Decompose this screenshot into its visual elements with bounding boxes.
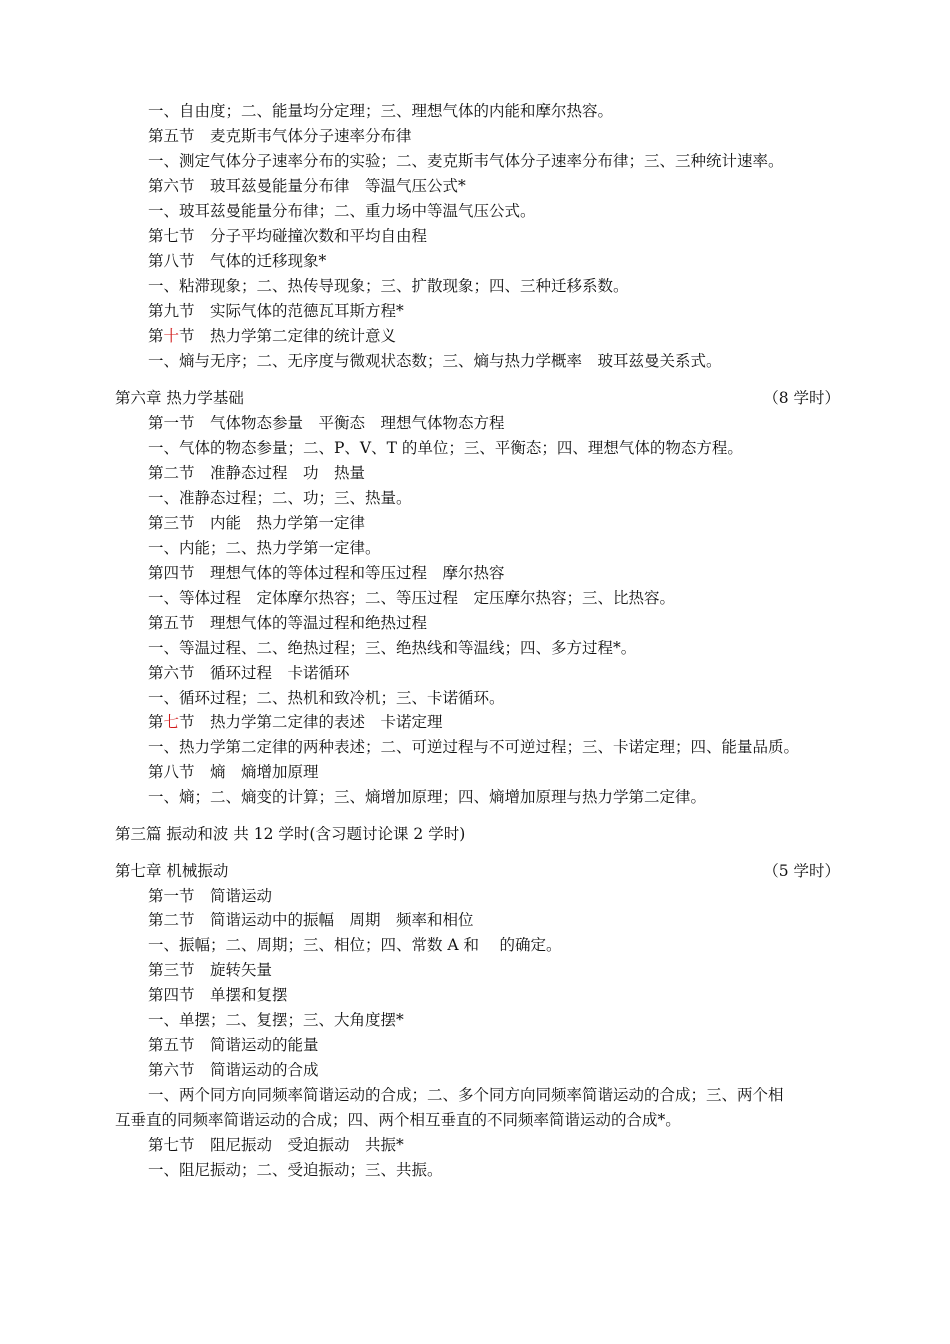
- section-heading: 第七节 阻尼振动 受迫振动 共振*: [148, 1136, 404, 1154]
- section-heading: 第八节 气体的迁移现象*: [148, 252, 327, 270]
- text-line: 一、粘滞现象；二、热传导现象；三、扩散现象；四、三种迁移系数。: [148, 277, 629, 295]
- section-title: 节 热力学第二定律的统计意义: [179, 327, 397, 345]
- text-line: 互垂直的同频率简谐运动的合成；四、两个相互垂直的不同频率简谐运动的合成*。: [115, 1111, 681, 1129]
- highlighted-number: 七: [163, 713, 180, 731]
- section-heading: 第八节 熵 熵增加原理: [148, 763, 319, 781]
- section-heading: 第六节 简谐运动的合成: [148, 1061, 319, 1079]
- section-heading: 第一节 气体物态参量 平衡态 理想气体物态方程: [148, 414, 505, 432]
- section-heading: [0, 712, 950, 732]
- part-heading: 第三篇 振动和波 共 12 学时(含习题讨论课 2 学时): [115, 825, 466, 843]
- section-heading: 第三节 内能 热力学第一定律: [148, 514, 366, 532]
- section-prefix: 第: [148, 327, 164, 345]
- text-line: 一、等体过程 定体摩尔热容；二、等压过程 定压摩尔热容；三、比热容。: [148, 589, 676, 607]
- chapter-heading: [0, 388, 950, 408]
- section-prefix: 第: [148, 713, 164, 731]
- text-line: 一、熵；二、熵变的计算；三、熵增加原理；四、熵增加原理与热力学第二定律。: [148, 788, 707, 806]
- text-line: 一、测定气体分子速率分布的实验；二、麦克斯韦气体分子速率分布律；三、三种统计速率。: [148, 152, 784, 170]
- text-line: 一、等温过程、二、绝热过程；三、绝热线和等温线；四、多方过程*。: [148, 639, 637, 657]
- section-heading: 第五节 麦克斯韦气体分子速率分布律: [148, 127, 412, 145]
- section-heading: 第一节 简谐运动: [148, 887, 273, 905]
- section-heading: 第二节 简谐运动中的振幅 周期 频率和相位: [148, 911, 474, 929]
- chapter-title: 第七章 机械振动: [115, 862, 229, 880]
- text-line: 一、内能；二、热力学第一定律。: [148, 539, 381, 557]
- section-heading: 第四节 理想气体的等体过程和等压过程 摩尔热容: [148, 564, 505, 582]
- section-title: 节 热力学第二定律的表述 卡诺定理: [179, 713, 443, 731]
- text-line: 一、熵与无序；二、无序度与微观状态数；三、熵与热力学概率 玻耳兹曼关系式。: [148, 352, 722, 370]
- text-line: 一、自由度；二、能量均分定理；三、理想气体的内能和摩尔热容。: [148, 102, 614, 120]
- chapter-hours: （8 学时）: [763, 389, 840, 407]
- section-heading: 第二节 准静态过程 功 热量: [148, 464, 366, 482]
- highlighted-number: 十: [163, 327, 180, 345]
- text-line: 一、热力学第二定律的两种表述；二、可逆过程与不可逆过程；三、卡诺定理；四、能量品质。: [148, 738, 800, 756]
- section-heading: 第六节 循环过程 卡诺循环: [148, 664, 350, 682]
- section-heading: 第三节 旋转矢量: [148, 961, 273, 979]
- section-heading: 第六节 玻耳兹曼能量分布律 等温气压公式*: [148, 177, 466, 195]
- text-line: 一、单摆；二、复摆；三、大角度摆*: [148, 1011, 404, 1029]
- text-line: 一、准静态过程；二、功；三、热量。: [148, 489, 412, 507]
- section-heading: 第五节 简谐运动的能量: [148, 1036, 319, 1054]
- section-heading: 第五节 理想气体的等温过程和绝热过程: [148, 614, 428, 632]
- chapter-heading: [0, 861, 950, 881]
- text-line: 一、循环过程；二、热机和致冷机；三、卡诺循环。: [148, 689, 505, 707]
- text-line: 一、气体的物态参量；二、P、V、T 的单位；三、平衡态；四、理想气体的物态方程。: [148, 439, 743, 457]
- text-line: 一、振幅；二、周期；三、相位；四、常数 A 和 的确定。: [148, 936, 562, 954]
- chapter-hours: （5 学时）: [763, 862, 840, 880]
- section-heading: 第四节 单摆和复摆: [148, 986, 288, 1004]
- section-heading: [0, 326, 950, 346]
- text-line: 一、阻尼振动；二、受迫振动；三、共振。: [148, 1161, 443, 1179]
- text-line: 一、玻耳兹曼能量分布律；二、重力场中等温气压公式。: [148, 202, 536, 220]
- text-line: 一、两个同方向同频率简谐运动的合成；二、多个同方向同频率简谐运动的合成；三、两个相: [148, 1086, 784, 1104]
- section-heading: 第九节 实际气体的范德瓦耳斯方程*: [148, 302, 404, 320]
- chapter-title: 第六章 热力学基础: [115, 389, 244, 407]
- section-heading: 第七节 分子平均碰撞次数和平均自由程: [148, 227, 428, 245]
